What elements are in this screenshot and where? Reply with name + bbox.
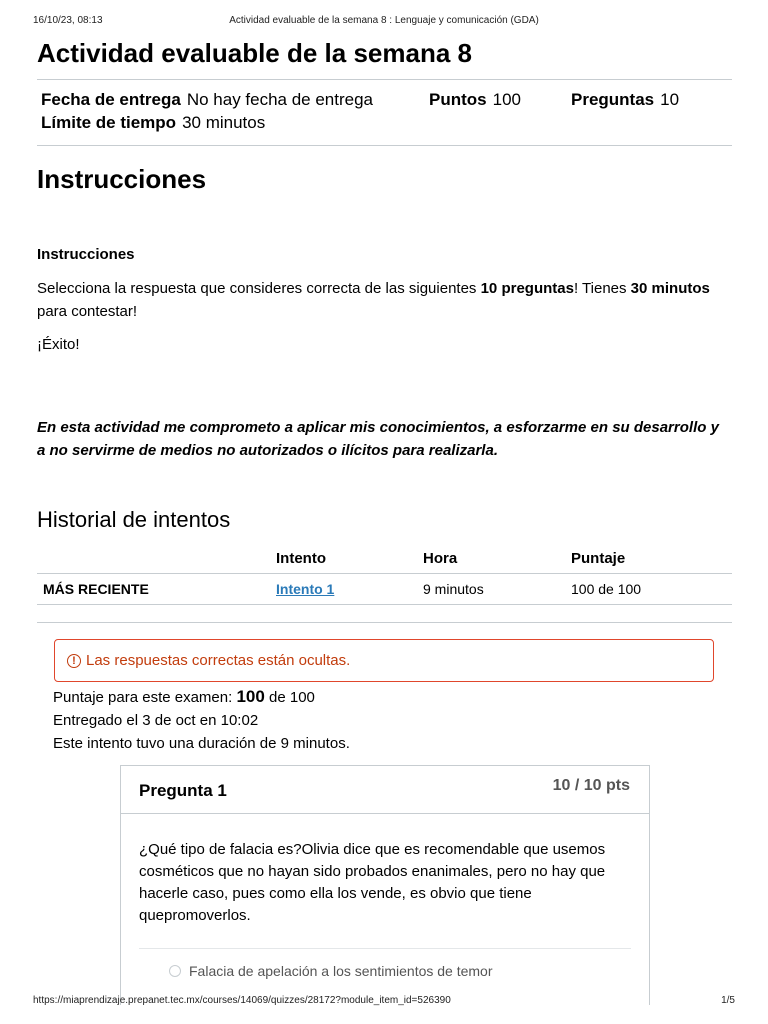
instructions-subheading: Instrucciones bbox=[37, 246, 135, 263]
print-title: Actividad evaluable de la semana 8 : Lenguaje y comunicación (GDA) bbox=[229, 15, 539, 26]
submitted-date: Entregado el 3 de oct en 10:02 bbox=[53, 712, 259, 729]
points bbox=[429, 90, 521, 110]
question-header bbox=[121, 766, 649, 814]
divider bbox=[37, 145, 732, 146]
instr-text: ! Tienes bbox=[573, 280, 631, 297]
pledge-text: En esta actividad me comprometo a aplicar mis conocimientos, a esforzarme en su desarrollo y a no servirme de medios no autorizados o ilícitos para realizarla. bbox=[37, 419, 719, 459]
page-title: Actividad evaluable de la semana 8 bbox=[37, 38, 472, 68]
question-text: ¿Qué tipo de falacia es?Olivia dice que es recomendable que usemos cosméticos que no hayan sido probados enanimales, pero no hay que hacerle caso, pues como ella los vende, es obvio que tiene quepromoverlos. bbox=[139, 841, 606, 924]
most-recent-label: MÁS RECIENTE bbox=[37, 574, 276, 605]
instr-bold-questions: 10 preguntas bbox=[480, 280, 574, 297]
due-label: Fecha de entrega bbox=[41, 90, 181, 109]
questions-value: 10 bbox=[660, 90, 680, 109]
time-label: Límite de tiempo bbox=[41, 113, 177, 132]
points-value: 100 bbox=[492, 90, 521, 109]
radio-icon[interactable] bbox=[169, 965, 181, 977]
questions-label: Preguntas bbox=[571, 90, 655, 109]
score-label: Puntaje para este examen: bbox=[53, 689, 237, 706]
instr-bold-minutes: 30 minutos bbox=[630, 280, 710, 297]
divider bbox=[37, 79, 732, 80]
exam-score bbox=[53, 687, 315, 707]
col-header-score: Puntaje bbox=[571, 544, 732, 574]
answer-divider bbox=[139, 948, 631, 949]
attempt-duration: Este intento tuvo una duración de 9 minutos. bbox=[53, 735, 350, 752]
instructions-paragraph bbox=[37, 277, 734, 323]
question-card bbox=[120, 765, 650, 1005]
instructions-heading: Instrucciones bbox=[37, 164, 207, 194]
questions-count bbox=[571, 90, 679, 110]
table-row bbox=[37, 574, 732, 605]
points-label: Puntos bbox=[429, 90, 487, 109]
score-suffix: de 100 bbox=[264, 689, 315, 706]
due-date bbox=[41, 90, 373, 110]
instr-text: para contestar! bbox=[37, 303, 138, 320]
question-points: 10 / 10 pts bbox=[552, 777, 630, 794]
attempt-time: 9 minutos bbox=[423, 574, 571, 605]
instr-text: Selecciona la respuesta que consideres correcta de las siguientes bbox=[37, 280, 481, 297]
attempt-score: 100 de 100 bbox=[571, 574, 732, 605]
col-header-empty bbox=[37, 544, 276, 574]
col-header-attempt: Intento bbox=[276, 544, 423, 574]
attempts-table bbox=[37, 544, 732, 605]
divider bbox=[37, 622, 732, 623]
attempt-link[interactable]: Intento 1 bbox=[276, 581, 335, 597]
question-title: Pregunta 1 bbox=[139, 781, 227, 800]
score-value: 100 bbox=[236, 687, 265, 706]
warning-icon: ! bbox=[67, 654, 81, 668]
page-number: 1/5 bbox=[721, 995, 735, 1006]
due-value: No hay fecha de entrega bbox=[186, 90, 374, 109]
time-value: 30 minutos bbox=[182, 113, 266, 132]
success-text: ¡Éxito! bbox=[37, 336, 80, 353]
answer-text: Falacia de apelación a los sentimientos de temor bbox=[189, 963, 493, 979]
alert-text: Las respuestas correctas están ocultas. bbox=[86, 652, 351, 669]
table-header-row bbox=[37, 544, 732, 574]
time-limit bbox=[41, 113, 265, 133]
history-title: Historial de intentos bbox=[37, 507, 231, 532]
print-url: https://miaprendizaje.prepanet.tec.mx/courses/14069/quizzes/28172?module_item_id=526390 bbox=[33, 995, 451, 1006]
answer-option[interactable] bbox=[169, 963, 493, 979]
col-header-time: Hora bbox=[423, 544, 571, 574]
hidden-answers-alert bbox=[54, 639, 714, 682]
print-date: 16/10/23, 08:13 bbox=[33, 15, 103, 26]
